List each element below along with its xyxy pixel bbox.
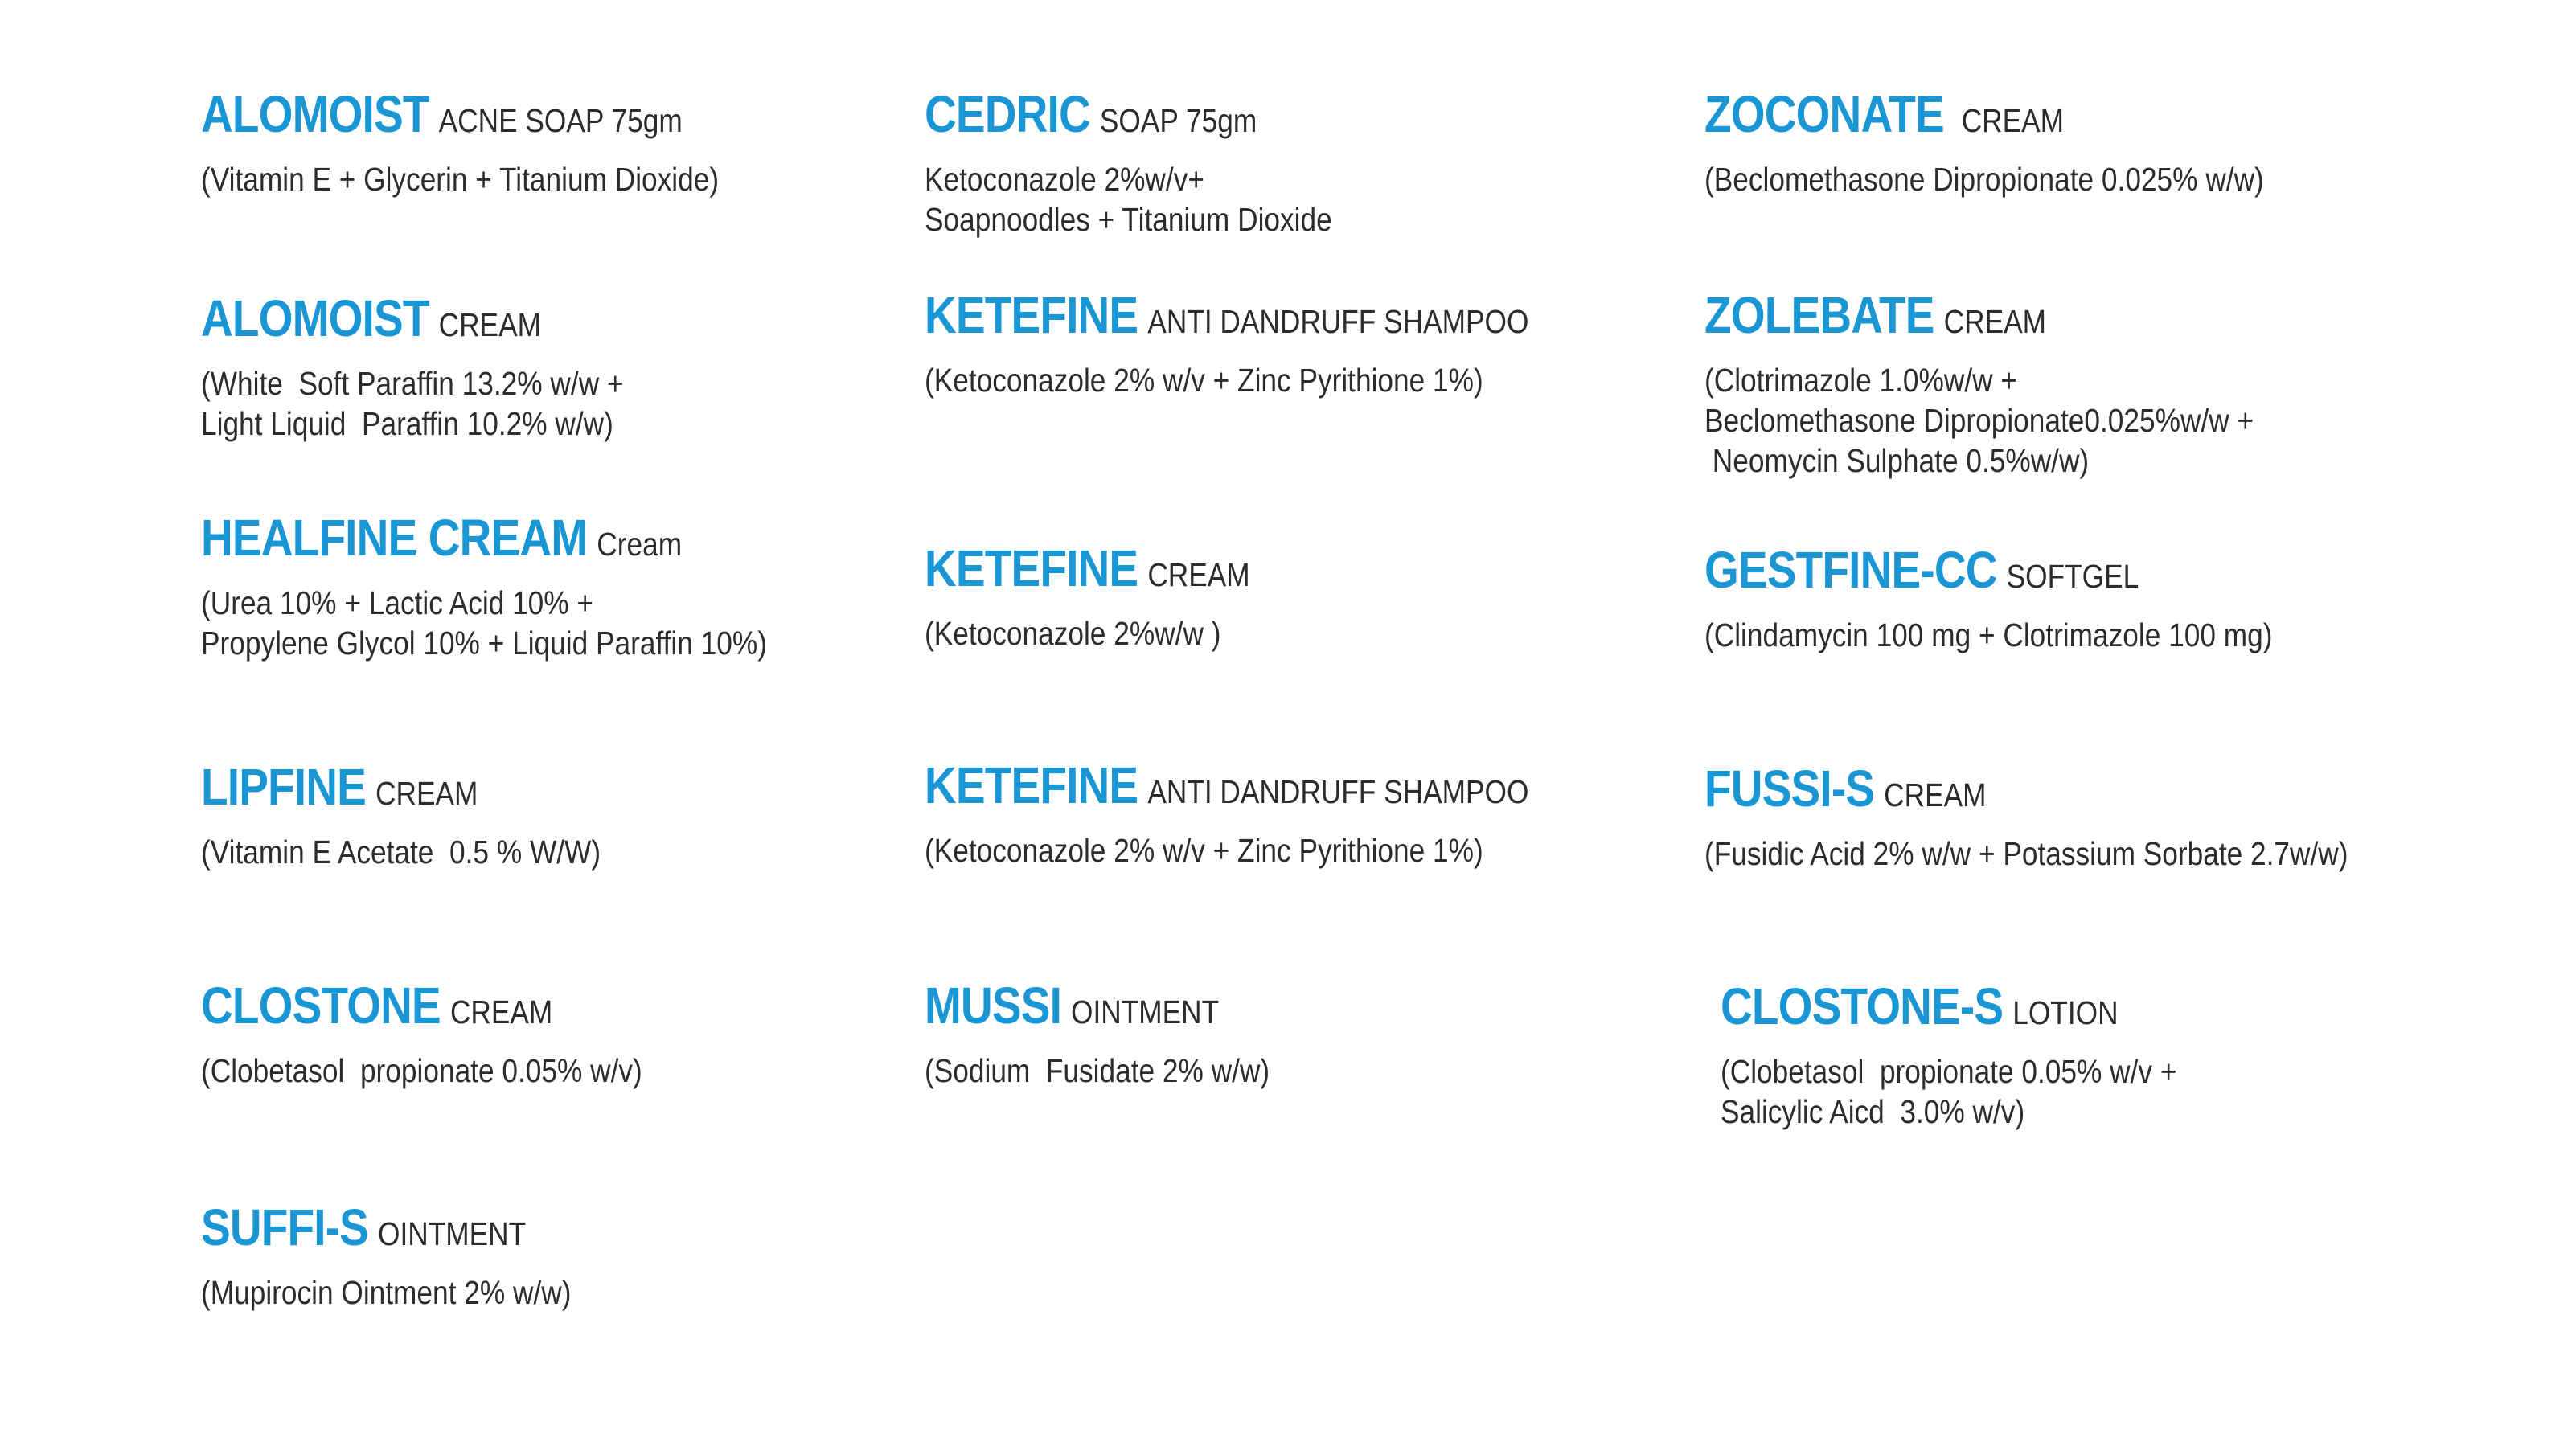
product-title xyxy=(925,85,1332,154)
product-type: CREAM xyxy=(1147,556,1250,593)
product-card xyxy=(925,756,1529,871)
product-composition-line: (Ketoconazole 2% w/v + Zinc Pyrithione 1%) xyxy=(925,832,1483,869)
product-type: CREAM xyxy=(1953,102,2065,139)
product-type: OINTMENT xyxy=(378,1215,527,1252)
product-brand: KETEFINE xyxy=(925,756,1138,814)
product-title xyxy=(1704,286,2254,355)
product-card xyxy=(925,286,1529,400)
product-composition-line: (Fusidic Acid 2% w/w + Potassium Sorbate 2.7w/w) xyxy=(1704,835,2348,872)
product-composition-line: Salicylic Aicd 3.0% w/v) xyxy=(1721,1093,2025,1130)
product-type: CREAM xyxy=(449,993,553,1030)
product-brand: MUSSI xyxy=(925,977,1062,1034)
product-brand: ALOMOIST xyxy=(201,289,429,347)
product-composition xyxy=(925,1051,1270,1091)
product-composition xyxy=(925,613,1250,653)
product-title xyxy=(201,758,601,827)
product-composition xyxy=(925,159,1332,240)
product-title xyxy=(1704,85,2264,154)
product-brand: SUFFI-S xyxy=(201,1198,369,1256)
product-brand: CEDRIC xyxy=(925,85,1090,143)
product-composition-line: (Clotrimazole 1.0%w/w + xyxy=(1704,362,2017,399)
product-type: ACNE SOAP 75gm xyxy=(438,102,683,139)
product-composition-line: Beclomethasone Dipropionate0.025%w/w + xyxy=(1704,402,2254,439)
product-composition-line: (Clobetasol propionate 0.05% w/v + xyxy=(1721,1053,2177,1090)
product-composition-line: Ketoconazole 2%w/v+ xyxy=(925,161,1204,198)
product-composition-line: (Beclomethasone Dipropionate 0.025% w/w) xyxy=(1704,161,2264,198)
product-composition xyxy=(1721,1051,2176,1132)
product-composition-line: (Sodium Fusidate 2% w/w) xyxy=(925,1052,1270,1089)
product-title xyxy=(1704,541,2272,610)
product-composition-line: (Clindamycin 100 mg + Clotrimazole 100 mg) xyxy=(1704,617,2273,653)
product-card xyxy=(201,1198,572,1313)
product-card xyxy=(201,289,624,444)
product-composition-line: Light Liquid Paraffin 10.2% w/w) xyxy=(201,405,613,442)
product-card xyxy=(1704,286,2254,481)
product-title xyxy=(201,509,767,578)
product-brand: HEALFINE CREAM xyxy=(201,509,588,567)
product-brand: KETEFINE xyxy=(925,286,1138,344)
product-card xyxy=(1704,760,2348,874)
product-title xyxy=(925,756,1529,826)
product-card xyxy=(1721,977,2177,1132)
product-title xyxy=(201,977,642,1046)
product-brand: FUSSI-S xyxy=(1704,760,1875,817)
product-title xyxy=(1721,977,2176,1047)
product-type: OINTMENT xyxy=(1071,993,1220,1030)
product-card xyxy=(925,977,1270,1091)
product-composition xyxy=(201,832,601,872)
product-card xyxy=(201,758,601,872)
product-type: ANTI DANDRUFF SHAMPOO xyxy=(1147,303,1529,340)
product-composition xyxy=(201,1051,642,1091)
product-composition xyxy=(1704,834,2348,874)
product-type: SOFTGEL xyxy=(2006,558,2139,595)
product-composition-line: (Clobetasol propionate 0.05% w/v) xyxy=(201,1052,642,1089)
product-type: LOTION xyxy=(2012,994,2119,1031)
product-brand: ZOLEBATE xyxy=(1704,286,1934,344)
product-type: CREAM xyxy=(1943,303,2047,340)
product-type: ANTI DANDRUFF SHAMPOO xyxy=(1147,773,1529,810)
product-title xyxy=(925,539,1250,608)
product-composition-line: Neomycin Sulphate 0.5%w/w) xyxy=(1704,442,2090,479)
product-composition xyxy=(1704,360,2254,481)
product-brand: CLOSTONE-S xyxy=(1721,977,2004,1035)
product-card xyxy=(925,85,1332,240)
product-composition xyxy=(201,363,624,444)
product-composition xyxy=(201,159,719,199)
product-brand: GESTFINE-CC xyxy=(1704,541,1997,599)
product-type: CREAM xyxy=(375,775,478,812)
product-title xyxy=(201,289,624,358)
product-type: SOAP 75gm xyxy=(1099,102,1257,139)
product-composition-line: (Ketoconazole 2% w/v + Zinc Pyrithione 1%) xyxy=(925,362,1483,399)
product-brand: KETEFINE xyxy=(925,539,1138,597)
product-card xyxy=(1704,541,2273,655)
product-card xyxy=(925,539,1250,653)
product-title xyxy=(201,85,719,154)
product-card xyxy=(201,977,642,1091)
product-type: CREAM xyxy=(438,306,541,343)
product-composition xyxy=(1704,159,2264,199)
product-composition-line: (Ketoconazole 2%w/w ) xyxy=(925,615,1221,652)
product-composition xyxy=(925,830,1528,871)
product-title xyxy=(925,977,1270,1046)
product-composition-line: (Vitamin E Acetate 0.5 % W/W) xyxy=(201,834,601,871)
product-composition-line: Propylene Glycol 10% + Liquid Paraffin 10%) xyxy=(201,625,767,662)
product-brand: LIPFINE xyxy=(201,758,366,816)
product-composition-line: (Mupirocin Ointment 2% w/w) xyxy=(201,1274,572,1311)
product-composition-line: (Vitamin E + Glycerin + Titanium Dioxide) xyxy=(201,161,720,198)
product-type: Cream xyxy=(597,526,683,563)
product-brand: ALOMOIST xyxy=(201,85,429,143)
product-composition-line: (Urea 10% + Lactic Acid 10% + xyxy=(201,584,594,621)
product-brand: CLOSTONE xyxy=(201,977,441,1034)
product-composition xyxy=(201,583,767,663)
product-composition xyxy=(925,360,1528,400)
product-card xyxy=(201,85,720,199)
product-composition xyxy=(201,1272,571,1313)
product-composition xyxy=(1704,615,2272,655)
product-card xyxy=(201,509,767,663)
product-composition-line: (White Soft Paraffin 13.2% w/w + xyxy=(201,365,624,402)
product-title xyxy=(1704,760,2348,829)
product-composition-line: Soapnoodles + Titanium Dioxide xyxy=(925,201,1332,238)
product-title xyxy=(201,1198,571,1268)
product-brand: ZOCONATE xyxy=(1704,85,1944,143)
product-title xyxy=(925,286,1529,355)
product-type: CREAM xyxy=(1884,776,1987,813)
product-card xyxy=(1704,85,2264,199)
